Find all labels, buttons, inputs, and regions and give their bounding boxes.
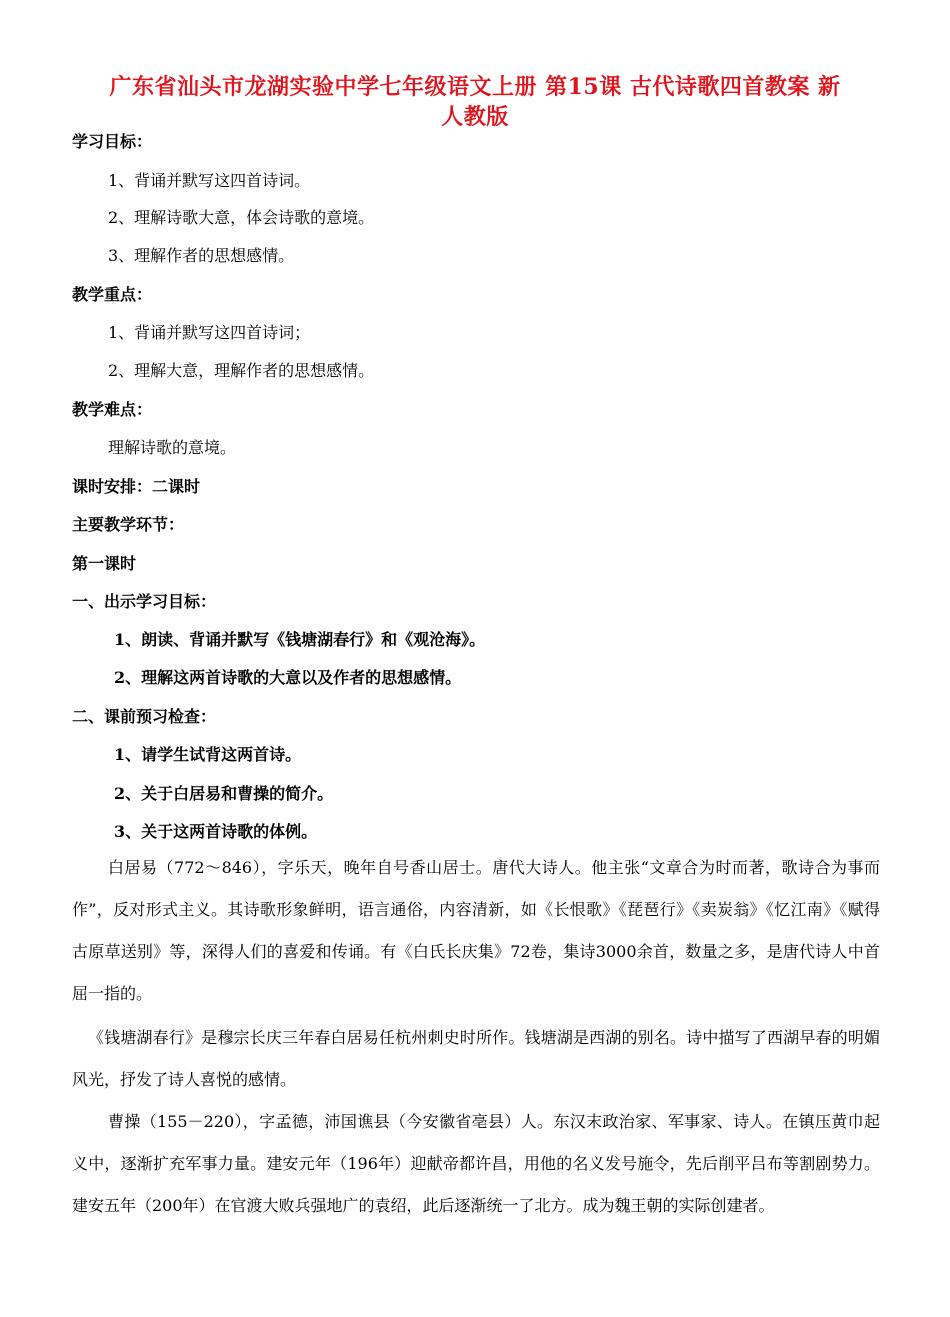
section-2-item-3: 3、关于这两首诗歌的体例。 <box>114 822 318 841</box>
paragraph-bai-juyi: 白居易（772～846），字乐天，晚年自号香山居士。唐代大诗人。他主张“文章合为时而著，歌诗合为事而作”，反对形式主义。其诗歌形象鲜明，语言通俗，内容清新，如《长恨歌》《琵琶行》《卖炭翁》《忆江南》《赋得古原草送别》等，深得人们的喜爱和传诵。有《白氏长庆集》72卷，集诗3000余首，数量之多，是唐代诗人中首屈一指的。 <box>72 858 880 1003</box>
goal-item-1: 1、背诵并默写这四首诗词。 <box>108 171 311 190</box>
goal-item-2: 2、理解诗歌大意，体会诗歌的意境。 <box>108 208 375 227</box>
title-line-2: 人教版 <box>441 104 509 130</box>
title-line-1: 广东省汕头市龙湖实验中学七年级语文上册 第15课 古代诗歌四首教案 新 <box>109 74 841 100</box>
section-2-item-2: 2、关于白居易和曹操的简介。 <box>114 784 334 803</box>
heading-learning-goals: 学习目标： <box>72 132 153 151</box>
section-2-heading: 二、课前预习检查： <box>72 707 217 726</box>
section-1-heading: 一、出示学习目标： <box>72 592 217 611</box>
difficulty-item: 理解诗歌的意境。 <box>108 438 237 457</box>
paragraph-qiantang-lake: 《钱塘湖春行》是穆宗长庆三年春白居易任杭州刺史时所作。钱塘湖是西湖的别名。诗中描写了西湖早春的明媚风光，抒发了诗人喜悦的感情。 <box>72 1028 880 1089</box>
heading-key-points: 教学重点： <box>72 285 153 304</box>
goal-item-3: 3、理解作者的思想感情。 <box>108 246 295 265</box>
heading-difficulty: 教学难点： <box>72 400 153 419</box>
heading-first-lesson: 第一课时 <box>72 554 137 573</box>
section-2-item-1: 1、请学生试背这两首诗。 <box>114 745 302 764</box>
schedule-line: 课时安排：二课时 <box>72 477 201 496</box>
section-1-item-2: 2、理解这两首诗歌的大意以及作者的思想感情。 <box>114 668 462 687</box>
section-1-item-1: 1、朗读、背诵并默写《钱塘湖春行》和《观沧海》。 <box>114 630 486 649</box>
key-point-1: 1、背诵并默写这四首诗词； <box>108 323 311 342</box>
heading-main-steps: 主要教学环节： <box>72 515 185 534</box>
key-point-2: 2、理解大意，理解作者的思想感情。 <box>108 361 375 380</box>
document-title <box>60 72 890 132</box>
paragraph-cao-cao: 曹操（155－220），字孟德，沛国谯县（今安徽省亳县）人。东汉末政治家、军事家、诗人。在镇压黄巾起义中，逐渐扩充军事力量。建安元年（196年）迎献帝都许昌，用他的名义发号施令，先后削平吕布等割剧势力。建安五年（200年）在官渡大败兵强地广的袁绍，此后逐渐统一了北方。成为魏王朝的实际创建者。 <box>72 1112 880 1215</box>
